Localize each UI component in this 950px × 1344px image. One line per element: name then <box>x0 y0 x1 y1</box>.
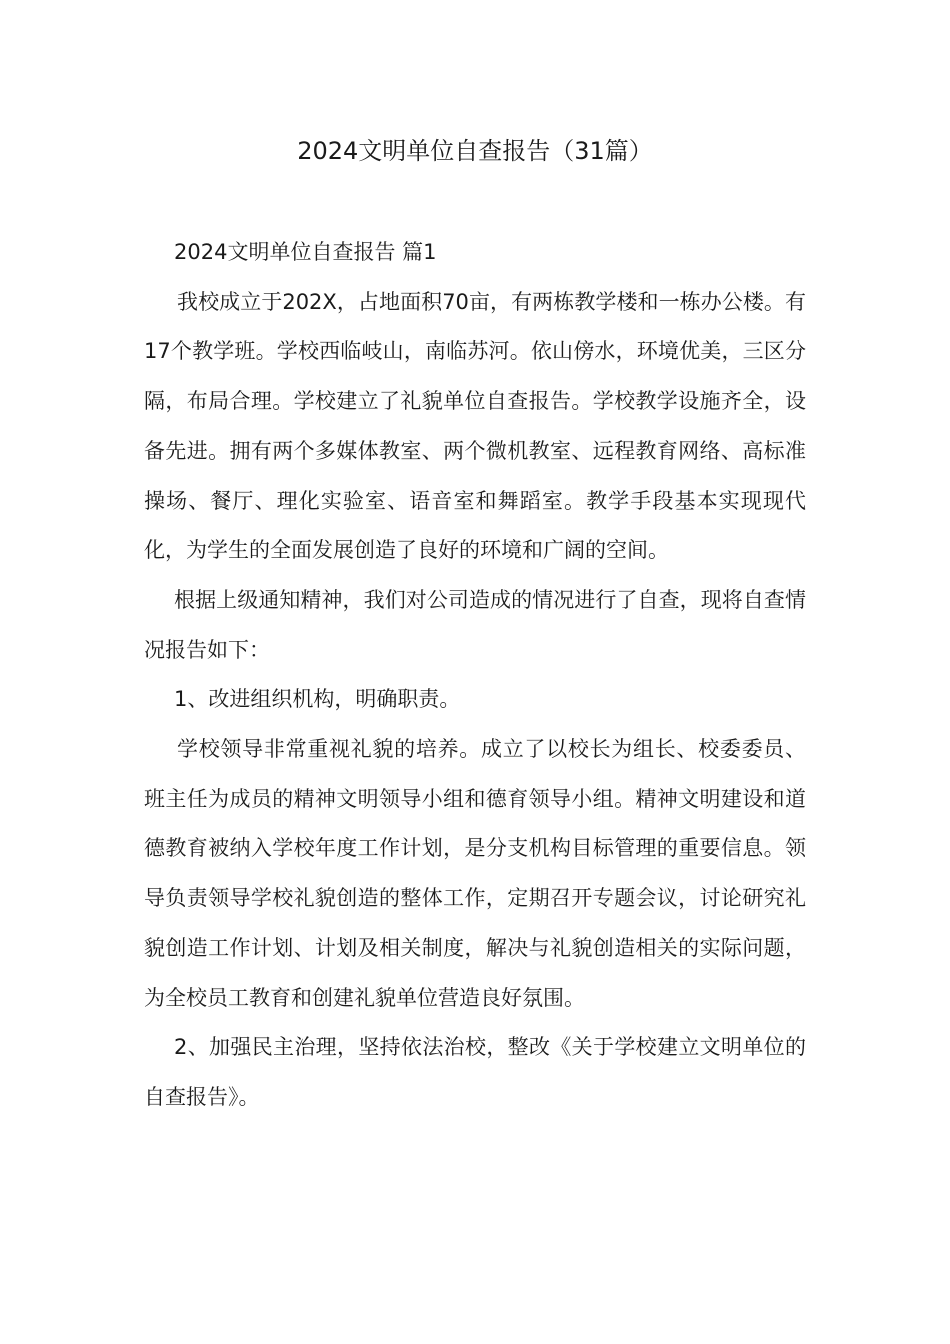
paragraph-notice: 根据上级通知精神，我们对公司造成的情况进行了自查，现将自查情况报告如下： <box>144 587 806 662</box>
paragraph-item-1: 1、改进组织机构，明确职责。 <box>174 687 461 712</box>
paragraph-school-intro: 我校成立于202X，占地面积70亩，有两栋教学楼和一栋办公楼。有17个教学班。学校西临岐山，南临苏河。依山傍水，环境优美，三区分隔，布局合理。学校建立了礼貌单位自查报告。学校教学设施齐全，设备先进。拥有两个多媒体教室、两个微机教室、远程教育网络、高标准操场、餐厅、理化实验室、语音室和舞蹈室。教学手段基本实现现代化，为学生的全面发展创造了良好的环境和广阔的空间。 <box>144 289 806 563</box>
document-body <box>144 228 806 1123</box>
document-title: 2024文明单位自查报告（31篇） <box>297 137 653 165</box>
paragraph-leadership: 学校领导非常重视礼貌的培养。成立了以校长为组长、校委委员、班主任为成员的精神文明领导小组和德育领导小组。精神文明建设和道德教育被纳入学校年度工作计划，是分支机构目标管理的重要信息。领导负责领导学校礼貌创造的整体工作，定期召开专题会议，讨论研究礼貌创造工作计划、计划及相关制度，解决与礼貌创造相关的实际问题，为全校员工教育和创建礼貌单位营造良好氛围。 <box>144 737 806 1010</box>
section-heading: 2024文明单位自查报告 篇1 <box>174 240 437 264</box>
paragraph-item-2: 2、加强民主治理，坚持依法治校，整改《关于学校建立文明单位的自查报告》。 <box>144 1035 806 1109</box>
